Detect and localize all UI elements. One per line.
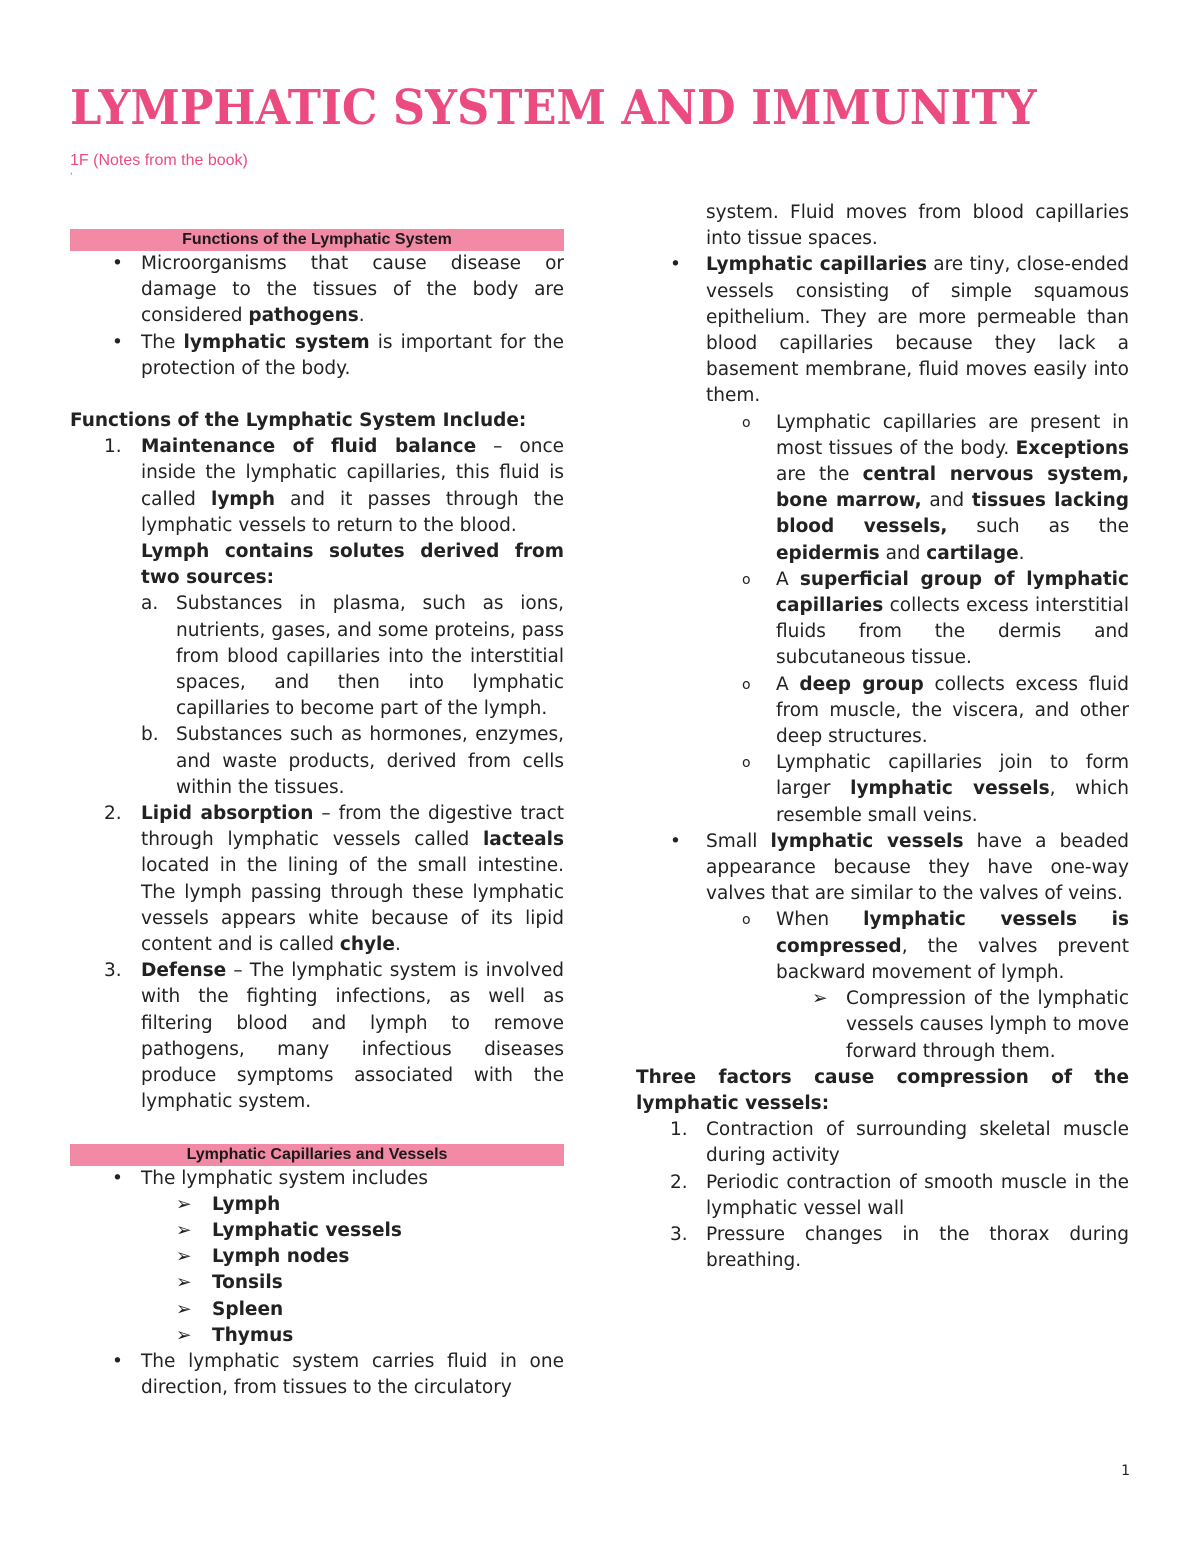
bullet-icon: • [112, 1350, 123, 1372]
bullet-icon: • [670, 254, 681, 276]
continued-text: system. Fluid moves from blood capillaries into tissue spaces. [706, 202, 1129, 250]
stray-mark: ' [70, 172, 73, 182]
bullet-icon: • [112, 1167, 123, 1189]
arrow-icon: ➢ [176, 1324, 192, 1346]
arrow-icon: ➢ [176, 1298, 192, 1320]
numbered-item: 1. Contraction of surrounding skeletal muscle during activity [670, 1119, 1129, 1167]
page-number: 1 [1121, 1463, 1130, 1479]
numbered-item: 3. Defense – The lymphatic system is involved with the fighting infections, as well as filtering blood and lymph to remove pathogens, many infectious diseases produce symptoms associated with the lymphatic system. [104, 960, 564, 1113]
arrow-item: ➢ Lymphatic vessels [70, 1218, 564, 1244]
sub-bullet-item: o A deep group collects excess fluid from muscle, the viscera, and other deep structures. [742, 673, 1129, 748]
bullet-item: • The lymphatic system is important for the protection of the body. [112, 331, 565, 379]
sub-bullet-item: o Lymphatic capillaries join to form larger lymphatic vessels, which resemble small veins. [742, 752, 1129, 826]
circle-bullet-icon: o [742, 676, 751, 693]
section-header-capillaries: Lymphatic Capillaries and Vessels [70, 1144, 564, 1166]
circle-bullet-icon: o [742, 414, 751, 431]
circle-bullet-icon: o [742, 571, 751, 588]
left-column [70, 229, 564, 1401]
section-header-functions: Functions of the Lymphatic System [70, 229, 564, 251]
factors-heading: Three factors cause compression of the lymphatic vessels: [636, 1066, 1129, 1114]
lettered-item: a. Substances in plasma, such as ions, nutrients, gases, and some proteins, pass from blood capillaries into the interstitial spaces, and then into lymphatic capillaries to become part of the lymph. [141, 593, 564, 720]
bullet-icon: • [112, 253, 123, 274]
numbered-item: 2. Periodic contraction of smooth muscle in the lymphatic vessel wall [670, 1171, 1129, 1219]
sub-bullet-item: o When lymphatic vessels is compressed, the valves prevent backward movement of lymph. [742, 909, 1129, 983]
bullet-item: • Small lymphatic vessels have a beaded appearance because they have one-way valves that are similar to the valves of veins. [670, 830, 1129, 905]
bullet-item: • Microorganisms that cause disease or damage to the tissues of the body are considered pathogens. [112, 253, 564, 327]
lettered-item: b. Substances such as hormones, enzymes, and waste products, derived from cells within the tissues. [141, 724, 564, 798]
circle-bullet-icon: o [742, 912, 751, 929]
arrow-item: ➢ Thymus [70, 1323, 564, 1349]
page-subtitle: 1F (Notes from the book) [70, 152, 248, 169]
page-title: LYMPHATIC SYSTEM AND IMMUNITY [70, 80, 1037, 136]
numbered-item: 1. Maintenance of fluid balance – once inside the lymphatic capillaries, this fluid is called lymph and it passes through the lymphatic vessels to return to the blood. Lymph contains solutes derived from two sources: [104, 436, 565, 589]
sub-bullet-item: o A superficial group of lymphatic capillaries collects excess interstitial fluids from the dermis and subcutaneous tissue. [742, 568, 1129, 669]
bullet-item: • Lymphatic capillaries are tiny, close-ended vessels consisting of simple squamous epithelium. They are more permeable than blood capillaries because they lack a basement membrane, fluid moves easily into them. [670, 254, 1129, 407]
arrow-item: ➢ Lymph [70, 1192, 564, 1218]
arrow-icon: ➢ [812, 988, 828, 1010]
arrow-item: ➢ Lymph nodes [70, 1244, 564, 1270]
circle-bullet-icon: o [742, 755, 751, 772]
sub-bullet-item: o Lymphatic capillaries are present in most tissues of the body. Exceptions are the central nervous system, bone marrow, and tissues lacking blood vessels, such as the epidermis and cartilage. [742, 411, 1129, 564]
arrow-icon: ➢ [176, 1246, 192, 1268]
arrow-icon: ➢ [176, 1272, 192, 1294]
bullet-icon: • [670, 830, 681, 852]
bullet-icon: • [112, 331, 123, 353]
bullet-item: • The lymphatic system carries fluid in one direction, from tissues to the circulatory [112, 1350, 564, 1399]
functions-include-heading: Functions of the Lymphatic System Include: [70, 410, 527, 432]
numbered-item: 2. Lipid absorption – from the digestive tract through lymphatic vessels called lacteals located in the lining of the small intestine. The lymph passing through these lymphatic vessels appears white because of its lipid content and is called chyle. [104, 803, 564, 956]
arrow-icon: ➢ [176, 1219, 192, 1241]
arrow-icon: ➢ [176, 1193, 192, 1215]
arrow-item: ➢ Compression of the lymphatic vessels causes lymph to move forward through them. [812, 988, 1130, 1062]
right-column [636, 200, 1129, 1274]
arrow-item: ➢ Tonsils [70, 1270, 564, 1296]
bullet-item: • The lymphatic system includes [70, 1166, 564, 1192]
arrow-item: ➢ Spleen [70, 1297, 564, 1323]
numbered-item: 3. Pressure changes in the thorax during breathing. [670, 1223, 1129, 1272]
